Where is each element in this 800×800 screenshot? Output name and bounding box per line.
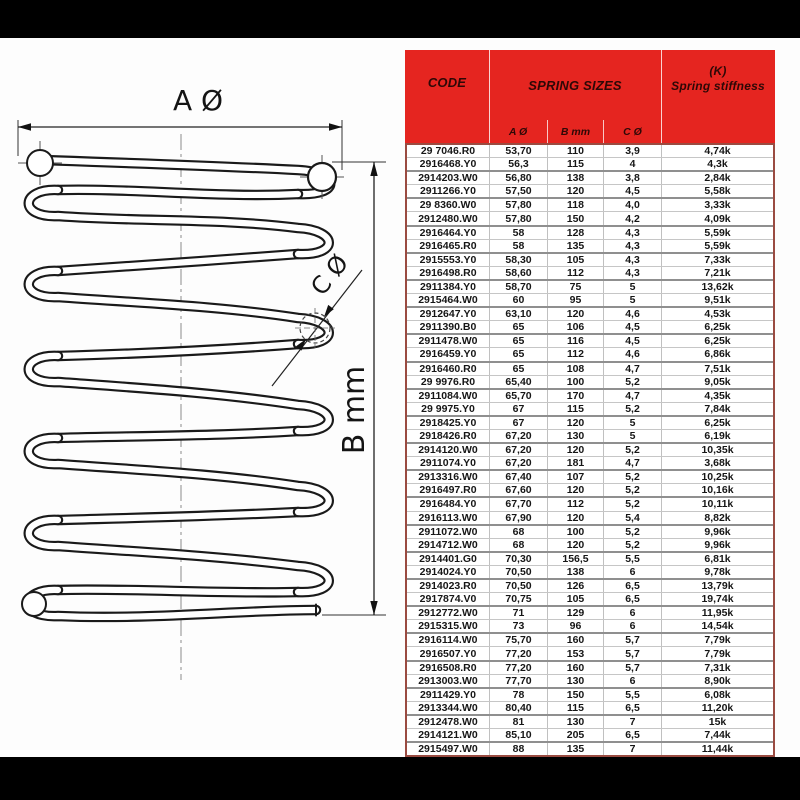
table-cell: 5,7: [603, 647, 661, 659]
table-cell: 67,40: [489, 471, 547, 483]
table-cell: 70,30: [489, 553, 547, 565]
table-cell: 13,79k: [661, 580, 773, 592]
table-cell: 71: [489, 607, 547, 619]
table-cell: 67,90: [489, 512, 547, 524]
table-cell: 4,3: [603, 267, 661, 279]
table-cell: 110: [547, 145, 603, 157]
table-cell: 5,59k: [661, 240, 773, 252]
table-cell: 3,33k: [661, 199, 773, 211]
table-cell: 2916498.R0: [419, 266, 477, 279]
table-cell: 29 8360.W0: [419, 199, 477, 212]
table-row: [407, 538, 773, 551]
table-cell: 67,60: [489, 484, 547, 496]
table-cell: 67,20: [489, 430, 547, 442]
table-cell: 7,51k: [661, 363, 773, 375]
table-cell: 7: [603, 716, 661, 728]
table-cell: 2914121.W0: [418, 729, 478, 742]
table-cell: 4,7: [603, 363, 661, 375]
table-row: [407, 456, 773, 469]
table-cell: 7,84k: [661, 403, 773, 415]
table-cell: 4,6: [603, 308, 661, 320]
table-cell: 60: [489, 294, 547, 306]
table-cell: 6,25k: [661, 321, 773, 333]
table-row: [407, 687, 773, 701]
table-row: [407, 306, 773, 320]
table-cell: 105: [547, 593, 603, 605]
table-cell: 57,80: [489, 199, 547, 211]
table-row: [407, 320, 773, 333]
table-row: [407, 170, 773, 184]
table-cell: 138: [547, 172, 603, 184]
table-cell: 5,2: [603, 526, 661, 538]
table-row: [407, 361, 773, 375]
table-cell: 112: [547, 498, 603, 510]
sub-header-a: A Ø: [508, 125, 528, 138]
header-divider-2: [661, 50, 662, 143]
table-row: [407, 524, 773, 538]
table-cell: 4,0: [603, 199, 661, 211]
table-row: [407, 266, 773, 279]
table-row: [407, 347, 773, 360]
table-cell: 6,86k: [661, 348, 773, 360]
table-cell: 5,5: [603, 553, 661, 565]
table-cell: 13,62k: [661, 281, 773, 293]
table-cell: 9,05k: [661, 376, 773, 388]
table-cell: 160: [547, 662, 603, 674]
table-cell: 4,35k: [661, 390, 773, 402]
table-cell: 3,8: [603, 172, 661, 184]
table-cell: 77,20: [489, 662, 547, 674]
table-cell: 58: [489, 227, 547, 239]
table-cell: 65: [489, 321, 547, 333]
table-row: [407, 197, 773, 211]
table-cell: 67: [489, 417, 547, 429]
table-cell: 2916459.Y0: [419, 348, 477, 361]
table-cell: 5,5: [603, 689, 661, 701]
table-row: [407, 225, 773, 239]
table-cell: 2916464.Y0: [419, 226, 477, 239]
table-cell: 65: [489, 363, 547, 375]
table-cell: 80,40: [489, 702, 547, 714]
table-row: [407, 646, 773, 659]
table-cell: 75,70: [489, 634, 547, 646]
table-cell: 112: [547, 348, 603, 360]
table-row: [407, 592, 773, 605]
table-cell: 2911084.W0: [418, 389, 478, 402]
table-cell: 2911266.Y0: [419, 185, 477, 198]
table-cell: 6,25k: [661, 335, 773, 347]
table-cell: 2918426.R0: [419, 430, 477, 443]
table-cell: 57,50: [489, 185, 547, 197]
table-cell: 4: [603, 158, 661, 170]
table-cell: 53,70: [489, 145, 547, 157]
table-cell: 7,79k: [661, 634, 773, 646]
table-cell: 81: [489, 716, 547, 728]
table-cell: 5,2: [603, 376, 661, 388]
table-cell: 6: [603, 607, 661, 619]
table-cell: 6,25k: [661, 417, 773, 429]
table-cell: 67: [489, 403, 547, 415]
table-cell: 77,70: [489, 675, 547, 687]
table-row: [407, 551, 773, 565]
table-cell: 5,2: [603, 498, 661, 510]
header-spring-sizes: SPRING SIZES: [528, 77, 622, 93]
table-cell: 67,20: [489, 444, 547, 456]
header-stiffness: [661, 50, 775, 143]
table-row: [407, 442, 773, 456]
table-cell: 126: [547, 580, 603, 592]
table-row: [407, 619, 773, 632]
table-cell: 120: [547, 444, 603, 456]
table-cell: 63,10: [489, 308, 547, 320]
table-row: [407, 252, 773, 266]
table-cell: 130: [547, 716, 603, 728]
table-row: [407, 701, 773, 714]
table-cell: 6: [603, 566, 661, 578]
table-cell: 65: [489, 335, 547, 347]
table-cell: 2915553.Y0: [419, 253, 477, 266]
table-cell: 106: [547, 321, 603, 333]
table-cell: 8,82k: [661, 512, 773, 524]
table-cell: 2914401.G0: [419, 552, 477, 565]
table-cell: 5: [603, 294, 661, 306]
table-cell: 105: [547, 254, 603, 266]
table-cell: 6,5: [603, 729, 661, 741]
table-cell: 2916113.W0: [418, 511, 478, 524]
table-cell: 14,54k: [661, 620, 773, 632]
table-cell: 181: [547, 457, 603, 469]
table-row: [407, 239, 773, 252]
spring-diagram: [0, 38, 400, 757]
sub-header-b: B mm: [547, 120, 603, 143]
table-cell: 100: [547, 526, 603, 538]
table-cell: 9,96k: [661, 526, 773, 538]
table-cell: 7,31k: [661, 662, 773, 674]
table-cell: 4,5: [603, 335, 661, 347]
table-cell: 2916507.Y0: [419, 647, 477, 660]
table-cell: 56,80: [489, 172, 547, 184]
table-cell: 2913344.W0: [418, 701, 478, 714]
table-cell: 150: [547, 689, 603, 701]
table-cell: 4,74k: [661, 145, 773, 157]
table-cell: 107: [547, 471, 603, 483]
table-row: [407, 469, 773, 483]
sub-header-row: [489, 120, 661, 143]
table-row: [407, 375, 773, 388]
table-cell: 29 9976.R0: [420, 375, 476, 388]
table-cell: 4,5: [603, 185, 661, 197]
table-row: [407, 279, 773, 293]
table-cell: 129: [547, 607, 603, 619]
table-cell: 5: [603, 281, 661, 293]
table-cell: 115: [547, 702, 603, 714]
table-body: [405, 143, 775, 757]
table-cell: 120: [547, 512, 603, 524]
table-cell: 8,90k: [661, 675, 773, 687]
table-cell: 73: [489, 620, 547, 632]
table-cell: 2916114.W0: [418, 634, 478, 647]
table-cell: 115: [547, 403, 603, 415]
table-cell: 10,11k: [661, 498, 773, 510]
table-row: [407, 145, 773, 157]
table-cell: 153: [547, 647, 603, 659]
header-code: CODE: [427, 75, 467, 90]
table-cell: 2911478.W0: [418, 335, 478, 348]
table-cell: 78: [489, 689, 547, 701]
table-cell: 2912772.W0: [418, 607, 478, 620]
table-cell: 4,3k: [661, 158, 773, 170]
table-row: [407, 741, 773, 755]
table-cell: 2911072.W0: [418, 525, 478, 538]
table-row: [407, 496, 773, 510]
table-cell: 4,3: [603, 254, 661, 266]
table-cell: 9,78k: [661, 566, 773, 578]
dimension-b: [322, 162, 386, 615]
table-cell: 2916497.R0: [419, 484, 477, 497]
table-cell: 5,2: [603, 471, 661, 483]
table-row: [407, 402, 773, 415]
table-cell: 4,7: [603, 457, 661, 469]
table-cell: 4,2: [603, 212, 661, 224]
table-cell: 2914203.W0: [418, 172, 478, 185]
table-cell: 5: [603, 417, 661, 429]
table-cell: 2913316.W0: [418, 471, 478, 484]
table-cell: 5,2: [603, 539, 661, 551]
table-cell: 4,53k: [661, 308, 773, 320]
spring-table: [405, 50, 775, 757]
table-cell: 10,35k: [661, 444, 773, 456]
table-cell: 4,7: [603, 390, 661, 402]
table-row: [407, 333, 773, 347]
table-cell: 65,40: [489, 376, 547, 388]
table-row: [407, 511, 773, 524]
table-cell: 6,5: [603, 593, 661, 605]
table-cell: 2916468.Y0: [419, 158, 477, 171]
table-cell: 3,68k: [661, 457, 773, 469]
table-cell: 2911074.Y0: [419, 457, 477, 470]
table-cell: 5,59k: [661, 227, 773, 239]
header-stiffness-label: Spring stiffness: [671, 79, 765, 93]
table-cell: 135: [547, 240, 603, 252]
table-row: [407, 674, 773, 687]
table-cell: 108: [547, 363, 603, 375]
table-cell: 2912647.Y0: [419, 308, 477, 321]
table-cell: 2915497.W0: [418, 743, 478, 756]
table-cell: 2911390.B0: [419, 321, 477, 334]
table-cell: 2914712.W0: [418, 538, 478, 551]
table-cell: 58: [489, 240, 547, 252]
table-cell: 10,25k: [661, 471, 773, 483]
table-cell: 6,19k: [661, 430, 773, 442]
table-cell: 4,3: [603, 227, 661, 239]
table-cell: 5,2: [603, 403, 661, 415]
table-cell: 2916460.R0: [419, 362, 477, 375]
table-row: [407, 483, 773, 496]
table-row: [407, 184, 773, 197]
table-cell: 29 7046.R0: [420, 145, 476, 158]
table-cell: 88: [489, 743, 547, 755]
table-cell: 130: [547, 675, 603, 687]
sub-header-c: C Ø: [603, 120, 661, 143]
table-cell: 75: [547, 281, 603, 293]
table-row: [407, 415, 773, 429]
label-a-diameter: A Ø: [172, 84, 224, 117]
table-cell: 7,33k: [661, 254, 773, 266]
table-cell: 6,81k: [661, 553, 773, 565]
table-cell: 115: [547, 158, 603, 170]
table-cell: 6: [603, 620, 661, 632]
table-cell: 160: [547, 634, 603, 646]
table-cell: 68: [489, 526, 547, 538]
table-cell: 9,51k: [661, 294, 773, 306]
table-cell: 4,09k: [661, 212, 773, 224]
table-cell: 130: [547, 430, 603, 442]
label-c-diameter: C Ø: [305, 249, 355, 301]
label-b-length: B mm: [337, 365, 372, 455]
table-row: [407, 293, 773, 306]
table-cell: 77,20: [489, 647, 547, 659]
table-cell: 7,44k: [661, 729, 773, 741]
table-cell: 205: [547, 729, 603, 741]
table-cell: 2916465.R0: [419, 239, 477, 252]
table-cell: 100: [547, 376, 603, 388]
table-cell: 5,7: [603, 634, 661, 646]
table-cell: 65: [489, 348, 547, 360]
table-cell: 116: [547, 335, 603, 347]
table-cell: 120: [547, 539, 603, 551]
table-header: [405, 50, 775, 143]
table-cell: 15k: [661, 716, 773, 728]
table-cell: 170: [547, 390, 603, 402]
table-cell: 85,10: [489, 729, 547, 741]
table-cell: 95: [547, 294, 603, 306]
table-cell: 70,50: [489, 566, 547, 578]
table-cell: 120: [547, 185, 603, 197]
table-row: [407, 157, 773, 170]
table-row: [407, 660, 773, 674]
table-cell: 6,5: [603, 580, 661, 592]
table-cell: 2911384.Y0: [419, 280, 477, 293]
table-cell: 138: [547, 566, 603, 578]
table-cell: 11,95k: [661, 607, 773, 619]
table-row: [407, 565, 773, 578]
table-cell: 150: [547, 212, 603, 224]
table-cell: 5: [603, 430, 661, 442]
table-cell: 7,79k: [661, 647, 773, 659]
table-cell: 3,9: [603, 145, 661, 157]
table-cell: 120: [547, 417, 603, 429]
table-cell: 6,08k: [661, 689, 773, 701]
table-cell: 96: [547, 620, 603, 632]
table-cell: 57,80: [489, 212, 547, 224]
table-cell: 2,84k: [661, 172, 773, 184]
table-cell: 11,44k: [661, 743, 773, 755]
table-cell: 120: [547, 308, 603, 320]
table-cell: 70,75: [489, 593, 547, 605]
table-cell: 2912478.W0: [418, 715, 478, 728]
table-row: [407, 632, 773, 646]
table-cell: 2916484.Y0: [419, 498, 477, 511]
table-row: [407, 605, 773, 619]
table-cell: 4,5: [603, 321, 661, 333]
table-cell: 4,3: [603, 240, 661, 252]
table-cell: 4,6: [603, 348, 661, 360]
table-row: [407, 714, 773, 728]
table-cell: 10,16k: [661, 484, 773, 496]
table-cell: 5,58k: [661, 185, 773, 197]
table-cell: 9,96k: [661, 539, 773, 551]
spring-coil: [28, 160, 330, 617]
table-cell: 2918425.Y0: [419, 416, 477, 429]
table-cell: 5,4: [603, 512, 661, 524]
table-cell: 156,5: [547, 553, 603, 565]
table-cell: 2914024.Y0: [419, 565, 477, 578]
table-cell: 2914120.W0: [418, 444, 478, 457]
header-stiffness-k: (K): [709, 64, 727, 78]
table-cell: 70,50: [489, 580, 547, 592]
table-cell: 135: [547, 743, 603, 755]
table-cell: 6,5: [603, 702, 661, 714]
table-cell: 2912480.W0: [418, 212, 478, 225]
table-cell: 11,20k: [661, 702, 773, 714]
table-cell: 2915464.W0: [418, 294, 478, 307]
table-cell: 5,2: [603, 444, 661, 456]
table-cell: 120: [547, 484, 603, 496]
table-cell: 56,3: [489, 158, 547, 170]
table-cell: 7,21k: [661, 267, 773, 279]
table-row: [407, 728, 773, 741]
table-cell: 5,2: [603, 484, 661, 496]
table-cell: 6: [603, 675, 661, 687]
table-row: [407, 429, 773, 442]
table-cell: 7: [603, 743, 661, 755]
table-cell: 19,74k: [661, 593, 773, 605]
table-cell: 2917874.V0: [419, 593, 477, 606]
table-cell: 2913003.W0: [418, 674, 478, 687]
table-cell: 2911429.Y0: [419, 688, 477, 701]
table-cell: 67,20: [489, 457, 547, 469]
table-cell: 67,70: [489, 498, 547, 510]
table-cell: 68: [489, 539, 547, 551]
table-cell: 58,60: [489, 267, 547, 279]
table-cell: 58,30: [489, 254, 547, 266]
table-row: [407, 211, 773, 224]
table-row: [407, 578, 773, 592]
table-cell: 112: [547, 267, 603, 279]
table-cell: 2916508.R0: [419, 661, 477, 674]
table-row: [407, 388, 773, 402]
table-cell: 29 9975.Y0: [421, 402, 475, 415]
header-divider-1: [489, 50, 490, 143]
table-cell: 58,70: [489, 281, 547, 293]
table-cell: 2915315.W0: [418, 620, 478, 633]
table-cell: 128: [547, 227, 603, 239]
table-cell: 118: [547, 199, 603, 211]
table-cell: 65,70: [489, 390, 547, 402]
table-cell: 2914023.R0: [419, 580, 477, 593]
table-cell: 5,7: [603, 662, 661, 674]
